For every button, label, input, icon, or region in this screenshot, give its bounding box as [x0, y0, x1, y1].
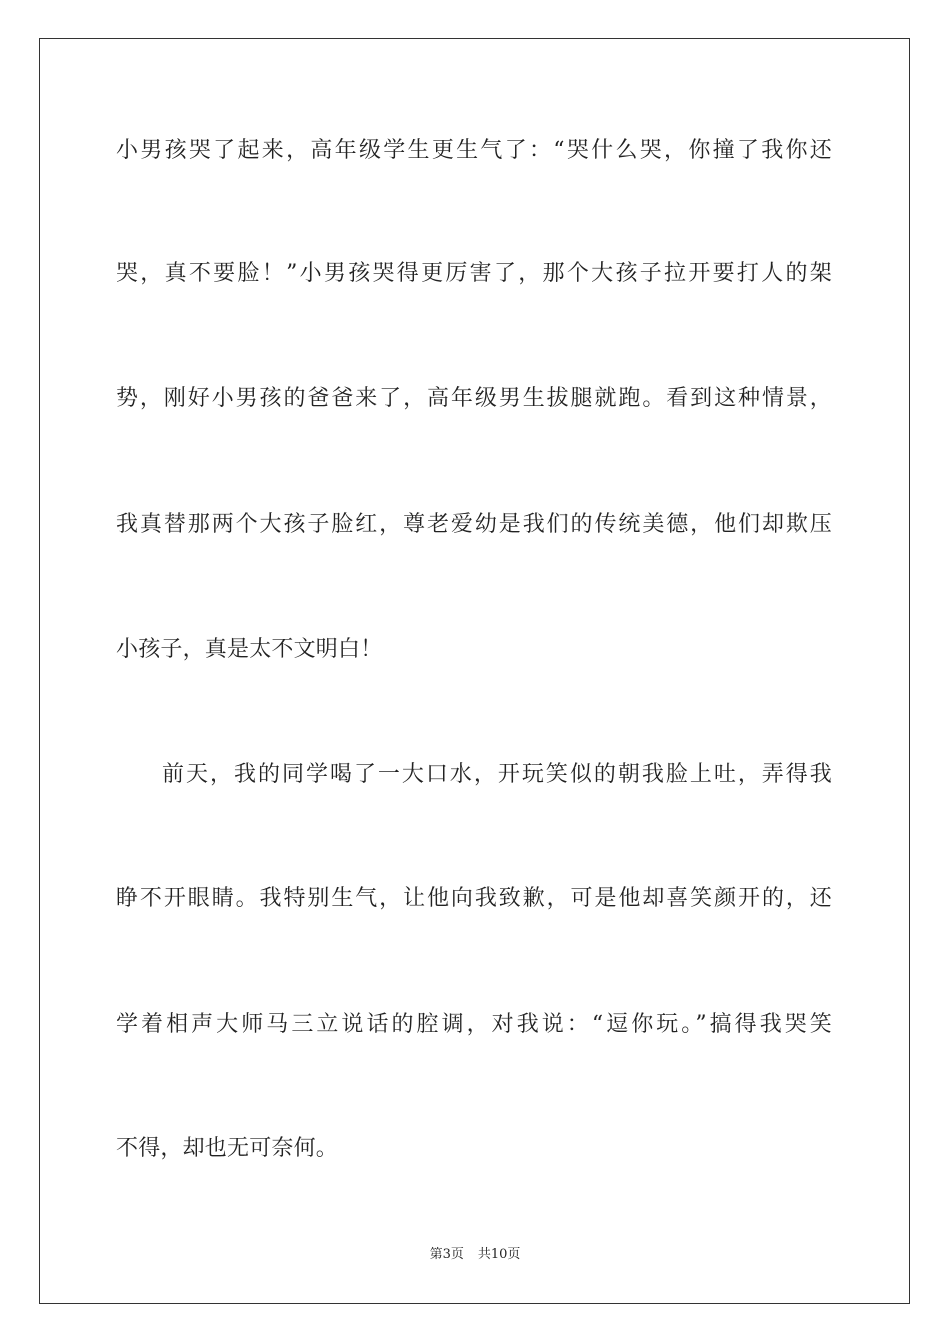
page-border	[39, 38, 910, 1304]
page-total: 共10页	[477, 1247, 521, 1262]
paragraph-2-line-4: 不得，却也无可奈何。	[116, 1136, 339, 1161]
paragraph-2-line-3: 学着相声大师马三立说话的腔调，对我说：“逗你玩。”搞得我哭笑	[116, 1012, 832, 1037]
paragraph-1-line-1: 小男孩哭了起来，高年级学生更生气了：“哭什么哭，你撞了我你还	[116, 138, 832, 163]
paragraph-1-line-2: 哭，真不要脸！”小男孩哭得更厉害了，那个大孩子拉开要打人的架	[116, 261, 832, 286]
page-number: 第3页	[429, 1247, 464, 1262]
paragraph-1-line-4: 我真替那两个大孩子脸红，尊老爱幼是我们的传统美德，他们却欺压	[116, 512, 832, 537]
paragraph-2-line-1: 前天，我的同学喝了一大口水，开玩笑似的朝我脸上吐，弄得我	[162, 762, 832, 787]
page-footer	[0, 1246, 950, 1264]
paragraph-1-line-5: 小孩子，真是太不文明白！	[116, 637, 383, 662]
paragraph-1-line-3: 势，刚好小男孩的爸爸来了，高年级男生拔腿就跑。看到这种情景，	[116, 386, 832, 411]
paragraph-2-line-2: 睁不开眼睛。我特别生气，让他向我致歉，可是他却喜笑颜开的，还	[116, 886, 832, 911]
